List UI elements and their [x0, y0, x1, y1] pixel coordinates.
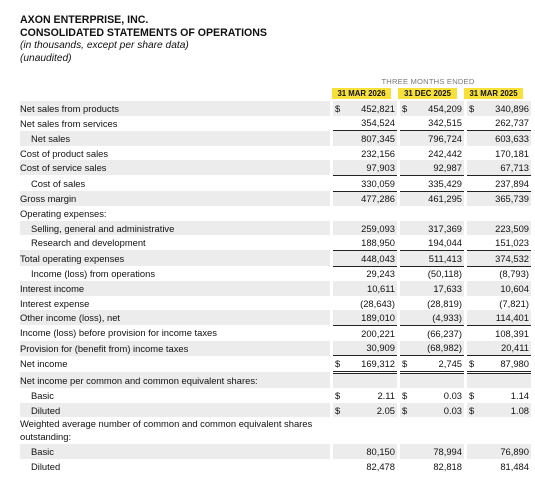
currency-symbol: $	[469, 357, 475, 369]
currency-symbol: $	[335, 102, 341, 114]
value-number: 796,724	[428, 132, 462, 144]
value-cell	[333, 459, 397, 474]
statement-row	[20, 459, 531, 474]
row-label: Diluted	[20, 403, 330, 418]
value-cell	[333, 325, 397, 340]
statement-row	[20, 325, 531, 340]
value-cell	[333, 341, 397, 356]
company-name: AXON ENTERPRISE, INC.	[20, 14, 149, 26]
value-cell	[400, 417, 464, 444]
value-cell	[467, 310, 531, 325]
statement-row	[20, 235, 531, 250]
value-number: 262,737	[495, 117, 529, 129]
row-label: Total operating expenses	[20, 250, 330, 266]
value-cell	[467, 101, 531, 116]
value-cell	[467, 417, 531, 444]
value-number: (50,118)	[427, 268, 462, 280]
value-number: 188,950	[361, 237, 395, 249]
row-label: Selling, general and administrative	[20, 221, 330, 236]
statement-row	[20, 191, 531, 206]
value-number: 223,509	[495, 222, 529, 234]
value-cell	[400, 266, 464, 281]
value-cell	[400, 191, 464, 206]
value-number: (4,933)	[432, 312, 462, 324]
value-number: 97,903	[366, 162, 395, 174]
value-number: 807,345	[361, 132, 395, 144]
statement-row	[20, 310, 531, 325]
value-cell	[400, 281, 464, 296]
value-number: 511,413	[428, 252, 462, 264]
value-cell	[333, 146, 397, 161]
value-cell	[400, 221, 464, 236]
value-cell	[400, 131, 464, 146]
statement-row	[20, 116, 531, 131]
value-cell	[467, 160, 531, 175]
row-label: Net income	[20, 358, 68, 370]
statement-row	[20, 175, 531, 191]
income-statement-table	[20, 101, 531, 474]
value-cell	[333, 310, 397, 325]
statement-row	[20, 341, 531, 356]
value-number: 335,429	[428, 177, 462, 189]
row-label: Income (loss) from operations	[31, 268, 156, 280]
value-cell	[400, 444, 464, 459]
value-cell	[400, 310, 464, 325]
currency-symbol: $	[335, 390, 341, 402]
value-number: 454,209	[428, 102, 462, 114]
value-cell	[400, 235, 464, 250]
value-cell	[467, 281, 531, 296]
value-cell	[400, 388, 464, 403]
value-cell	[400, 250, 464, 266]
value-number: 81,484	[500, 460, 529, 472]
value-number: 82,818	[433, 460, 462, 472]
value-number: 10,604	[500, 282, 529, 294]
value-number	[529, 375, 531, 386]
value-cell	[467, 250, 531, 266]
value-number: 87,980	[500, 357, 529, 369]
value-number: 76,890	[500, 446, 529, 458]
row-label: Cost of sales	[31, 177, 86, 189]
row-label: Other income (loss), net	[20, 310, 330, 325]
statement-row	[20, 296, 531, 311]
statement-header	[20, 14, 267, 65]
value-cell	[467, 131, 531, 146]
value-cell	[333, 221, 397, 236]
value-number: 10,611	[367, 282, 395, 294]
row-label: Diluted	[31, 460, 61, 472]
value-number: 374,532	[495, 252, 529, 264]
currency-symbol: $	[469, 390, 475, 402]
value-number: 194,044	[428, 237, 462, 249]
value-cell	[467, 296, 531, 311]
value-cell	[400, 296, 464, 311]
value-number: 2,745	[438, 357, 462, 369]
value-cell	[333, 388, 397, 403]
value-cell	[467, 325, 531, 340]
row-label: Basic	[20, 444, 330, 459]
period-label: THREE MONTHS ENDED	[381, 77, 475, 86]
value-cell	[333, 356, 397, 373]
value-number	[395, 418, 397, 429]
value-number: 189,010	[361, 312, 395, 324]
value-number: 78,994	[433, 446, 462, 458]
statement-row	[20, 160, 531, 175]
row-label: Net sales from products	[20, 101, 330, 116]
value-number: 342,515	[428, 117, 462, 129]
value-cell	[467, 221, 531, 236]
value-cell	[333, 417, 397, 444]
currency-symbol: $	[402, 404, 408, 416]
value-number: 200,221	[361, 327, 395, 339]
value-number	[395, 375, 397, 386]
value-cell	[333, 281, 397, 296]
statement-row	[20, 417, 531, 444]
column-header-q1-2025: 31 MAR 2025	[464, 88, 523, 99]
value-cell	[333, 101, 397, 116]
value-cell	[400, 356, 464, 373]
value-number	[395, 208, 397, 219]
value-number: (8,793)	[499, 268, 529, 280]
value-cell	[400, 341, 464, 356]
value-number: 80,150	[366, 446, 395, 458]
value-cell	[467, 206, 531, 221]
value-number: (7,821)	[499, 297, 529, 309]
value-cell	[333, 372, 397, 388]
value-number: 354,524	[361, 117, 395, 129]
row-label: Interest income	[20, 281, 330, 296]
value-cell	[333, 250, 397, 266]
value-number: 1.08	[510, 404, 529, 416]
value-cell	[400, 372, 464, 388]
row-label: Net sales from services	[20, 117, 118, 129]
statement-row	[20, 101, 531, 116]
value-number: 108,391	[495, 327, 529, 339]
value-number: (28,819)	[427, 297, 462, 309]
value-number: 82,478	[366, 460, 395, 472]
row-label: Research and development	[31, 237, 146, 249]
value-number: 170,181	[495, 147, 529, 159]
value-number: 0.03	[443, 404, 462, 416]
currency-symbol: $	[402, 357, 408, 369]
currency-symbol: $	[335, 357, 341, 369]
row-label: Net income per common and common equivalent shares:	[20, 372, 330, 388]
value-cell	[333, 206, 397, 221]
value-cell	[333, 191, 397, 206]
value-number: 2.05	[376, 404, 395, 416]
row-label: Weighted average number of common and common equivalent shares outstanding:	[20, 418, 313, 442]
value-cell	[467, 388, 531, 403]
value-cell	[467, 266, 531, 281]
value-cell	[467, 116, 531, 131]
value-cell	[400, 116, 464, 131]
units-note: (in thousands, except per share data)	[20, 40, 189, 51]
statement-title: CONSOLIDATED STATEMENTS OF OPERATIONS	[20, 27, 267, 39]
value-cell	[467, 444, 531, 459]
value-cell	[333, 175, 397, 191]
value-cell	[467, 341, 531, 356]
value-cell	[333, 444, 397, 459]
value-number: (68,982)	[427, 342, 462, 354]
value-cell	[400, 101, 464, 116]
value-number: 448,043	[361, 252, 395, 264]
value-number	[529, 418, 531, 429]
row-label: Interest expense	[20, 297, 90, 309]
value-number: 232,156	[361, 147, 395, 159]
row-label: Basic	[31, 390, 54, 402]
row-label: Gross margin	[20, 191, 330, 206]
value-cell	[333, 235, 397, 250]
value-cell	[333, 266, 397, 281]
value-cell	[400, 160, 464, 175]
row-label: Net sales	[20, 131, 330, 146]
statement-row	[20, 131, 531, 146]
value-number: (28,643)	[360, 297, 395, 309]
statement-row	[20, 206, 531, 221]
row-label: Income (loss) before provision for income taxes	[20, 327, 217, 339]
value-cell	[467, 459, 531, 474]
value-number: 330,059	[361, 177, 395, 189]
value-number: 114,401	[495, 312, 529, 324]
currency-symbol: $	[469, 404, 475, 416]
value-cell	[467, 403, 531, 418]
statement-row	[20, 403, 531, 418]
value-number: 1.14	[510, 390, 529, 402]
value-cell	[467, 235, 531, 250]
value-number: 67,713	[500, 162, 529, 174]
statement-row	[20, 372, 531, 388]
value-number: 169,312	[361, 357, 395, 369]
value-cell	[467, 372, 531, 388]
value-cell	[400, 206, 464, 221]
value-number: 603,633	[495, 132, 529, 144]
value-number: 92,987	[433, 162, 462, 174]
value-number: 29,243	[366, 268, 395, 280]
row-label: Cost of product sales	[20, 147, 109, 159]
statement-row	[20, 444, 531, 459]
statement-row	[20, 281, 531, 296]
value-number: 0.03	[443, 390, 462, 402]
statement-row	[20, 146, 531, 161]
value-cell	[333, 131, 397, 146]
value-number: 20,411	[501, 342, 529, 354]
currency-symbol: $	[469, 102, 475, 114]
row-label: Cost of service sales	[20, 160, 330, 175]
value-cell	[400, 146, 464, 161]
statement-row	[20, 388, 531, 403]
value-number	[462, 208, 464, 219]
value-cell	[467, 356, 531, 373]
value-number: 30,909	[366, 342, 395, 354]
value-cell	[400, 459, 464, 474]
value-number: 259,093	[361, 222, 395, 234]
value-cell	[467, 146, 531, 161]
currency-symbol: $	[402, 102, 408, 114]
row-label: Provision for (benefit from) income taxes	[20, 341, 330, 356]
value-cell	[467, 191, 531, 206]
column-header-q1-2026: 31 MAR 2026	[332, 88, 391, 99]
value-number: (66,237)	[427, 327, 462, 339]
value-cell	[333, 296, 397, 311]
row-label: Operating expenses:	[20, 207, 107, 219]
value-cell	[400, 403, 464, 418]
value-number: 17,633	[433, 282, 462, 294]
column-header-q4-2025: 31 DEC 2025	[398, 88, 457, 99]
value-number: 365,739	[495, 193, 529, 205]
value-number: 237,894	[495, 177, 529, 189]
value-number: 151,023	[495, 237, 529, 249]
audit-note: (unaudited)	[20, 52, 72, 64]
value-number: 242,442	[428, 147, 462, 159]
currency-symbol: $	[335, 404, 341, 416]
statement-row	[20, 266, 531, 281]
value-number	[462, 375, 464, 386]
value-cell	[467, 175, 531, 191]
value-number: 2.11	[377, 390, 395, 402]
value-number: 452,821	[361, 102, 395, 114]
statement-row	[20, 221, 531, 236]
value-number: 461,295	[428, 193, 462, 205]
statement-row	[20, 250, 531, 266]
value-cell	[333, 403, 397, 418]
value-cell	[400, 175, 464, 191]
value-cell	[400, 325, 464, 340]
statement-row	[20, 356, 531, 373]
value-number	[462, 418, 464, 429]
value-number: 477,286	[361, 193, 395, 205]
value-number: 340,896	[495, 102, 529, 114]
value-number	[529, 208, 531, 219]
currency-symbol: $	[402, 390, 408, 402]
value-number: 317,369	[428, 222, 462, 234]
value-cell	[333, 160, 397, 175]
value-cell	[333, 116, 397, 131]
